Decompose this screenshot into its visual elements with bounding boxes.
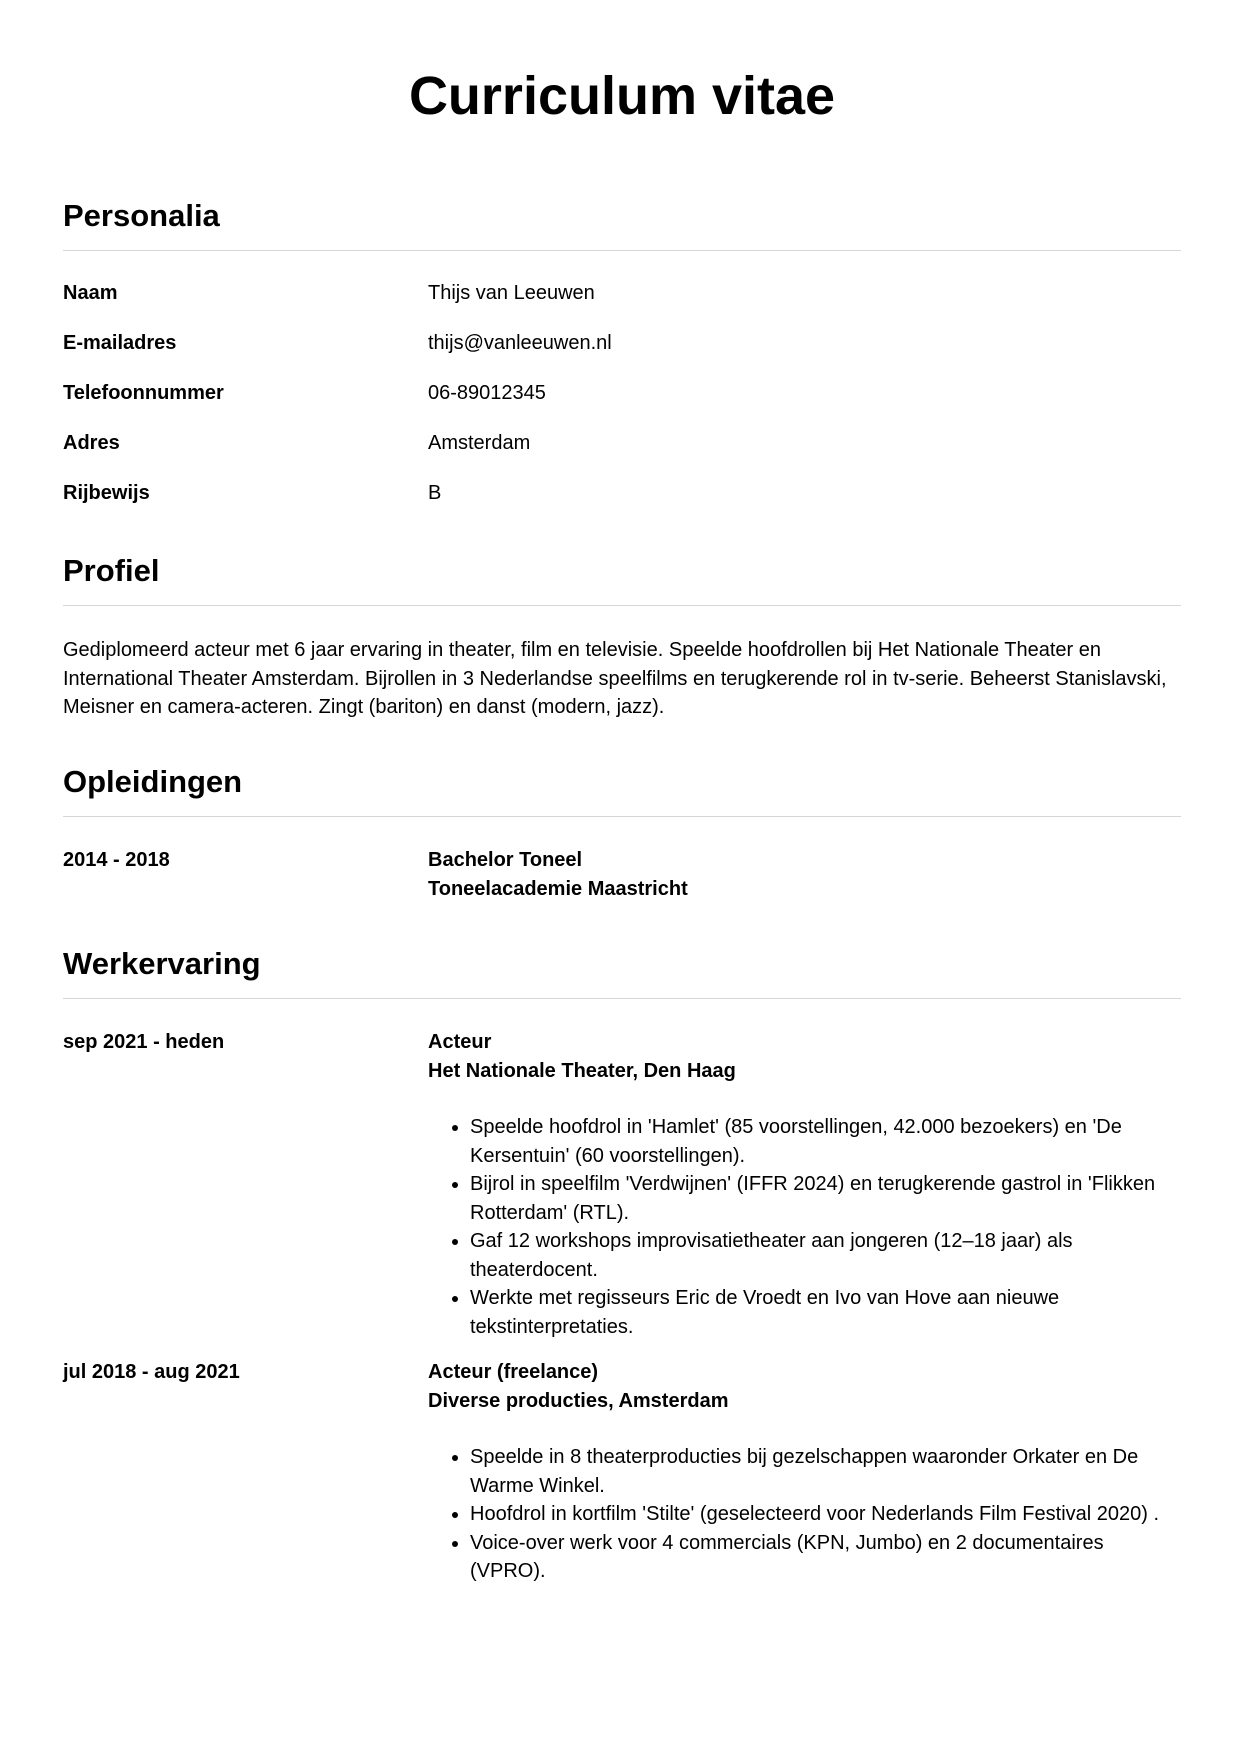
opleidingen-section [63,760,1181,903]
field-label: Naam [63,282,118,304]
personalia-table [63,251,1181,529]
field-value: Thijs van Leeuwen [428,282,595,304]
achievement-item: • Speelde in 8 theaterproducties bij gezelschappen waaronder Orkater en De Warme Winkel. [470,1443,1181,1500]
profile-summary: Gediplomeerd acteur met 6 jaar ervaring in theater, film en televisie. Speelde hoofdrollen bij Het Nationale Theater en International Theater Amsterdam. Bijrollen in 3 Nederlandse speelfilms en terugkerende rol in tv-serie. Beheerst Stanislavski, Meisner en camera-acteren. Zingt (bariton) en danst (modern, jazz). [63,639,1167,718]
education-details [428,846,1181,903]
achievement-item: • Voice-over werk voor 4 commercials (KPN, Jumbo) en 2 documentaires (VPRO). [470,1529,1181,1586]
field-label: Rijbewijs [63,482,150,504]
personalia-section [63,194,1181,529]
achievement-item: • Speelde hoofdrol in 'Hamlet' (85 voorstellingen, 42.000 bezoekers) en 'De Kersentuin' (60 voorstellingen). [470,1113,1181,1170]
work-details [428,1358,1181,1586]
field-label: Adres [63,432,120,454]
personalia-row-adres [63,429,1181,479]
achievement-item: • Werkte met regisseurs Eric de Vroedt en Ivo van Hove aan nieuwe tekstinterpretaties. [470,1284,1181,1341]
field-value: B [428,482,442,504]
personalia-row-rijbewijs [63,479,1181,529]
work-period: jul 2018 - aug 2021 [63,1361,240,1383]
achievement-item: • Gaf 12 workshops improvisatietheater aan jongeren (12–18 jaar) als theaterdocent. [470,1227,1181,1284]
education-institution: Toneelacademie Maastricht [428,877,688,900]
field-value: 06-89012345 [428,382,546,404]
profiel-section [63,549,1181,722]
field-label: E-mailadres [63,332,177,354]
profiel-heading: Profiel [63,549,1181,606]
achievement-item: • Bijrol in speelfilm 'Verdwijnen' (IFFR 2024) en terugkerende gastrol in 'Flikken Rotterdam' (RTL). [470,1170,1181,1227]
opleidingen-heading: Opleidingen [63,760,1181,817]
work-role: Acteur [428,1031,492,1053]
personalia-row-telefoon [63,379,1181,429]
work-role: Acteur (freelance) [428,1361,599,1383]
werkervaring-section [63,942,1181,1586]
field-label: Telefoonnummer [63,382,224,404]
werkervaring-heading: Werkervaring [63,942,1181,999]
work-organization: Diverse producties, Amsterdam [428,1389,729,1412]
education-entry [63,817,1181,903]
field-value: Amsterdam [428,432,531,454]
personalia-row-naam [63,279,1181,329]
work-organization: Het Nationale Theater, Den Haag [428,1059,736,1082]
achievement-item: • Hoofdrol in kortfilm 'Stilte' (geselecteerd voor Nederlands Film Festival 2020) . [470,1500,1181,1529]
personalia-heading: Personalia [63,194,1181,251]
work-period: sep 2021 - heden [63,1031,225,1053]
education-title: Bachelor Toneel [428,849,583,871]
education-period: 2014 - 2018 [63,849,170,871]
document-title: Curriculum vitae [408,66,836,126]
work-entry [63,1341,1181,1586]
personalia-row-email [63,329,1181,379]
work-achievements [428,1443,1181,1586]
field-value: thijs@vanleeuwen.nl [428,332,612,354]
work-details [428,1028,1181,1341]
work-entry [63,999,1181,1341]
work-achievements [428,1113,1181,1341]
